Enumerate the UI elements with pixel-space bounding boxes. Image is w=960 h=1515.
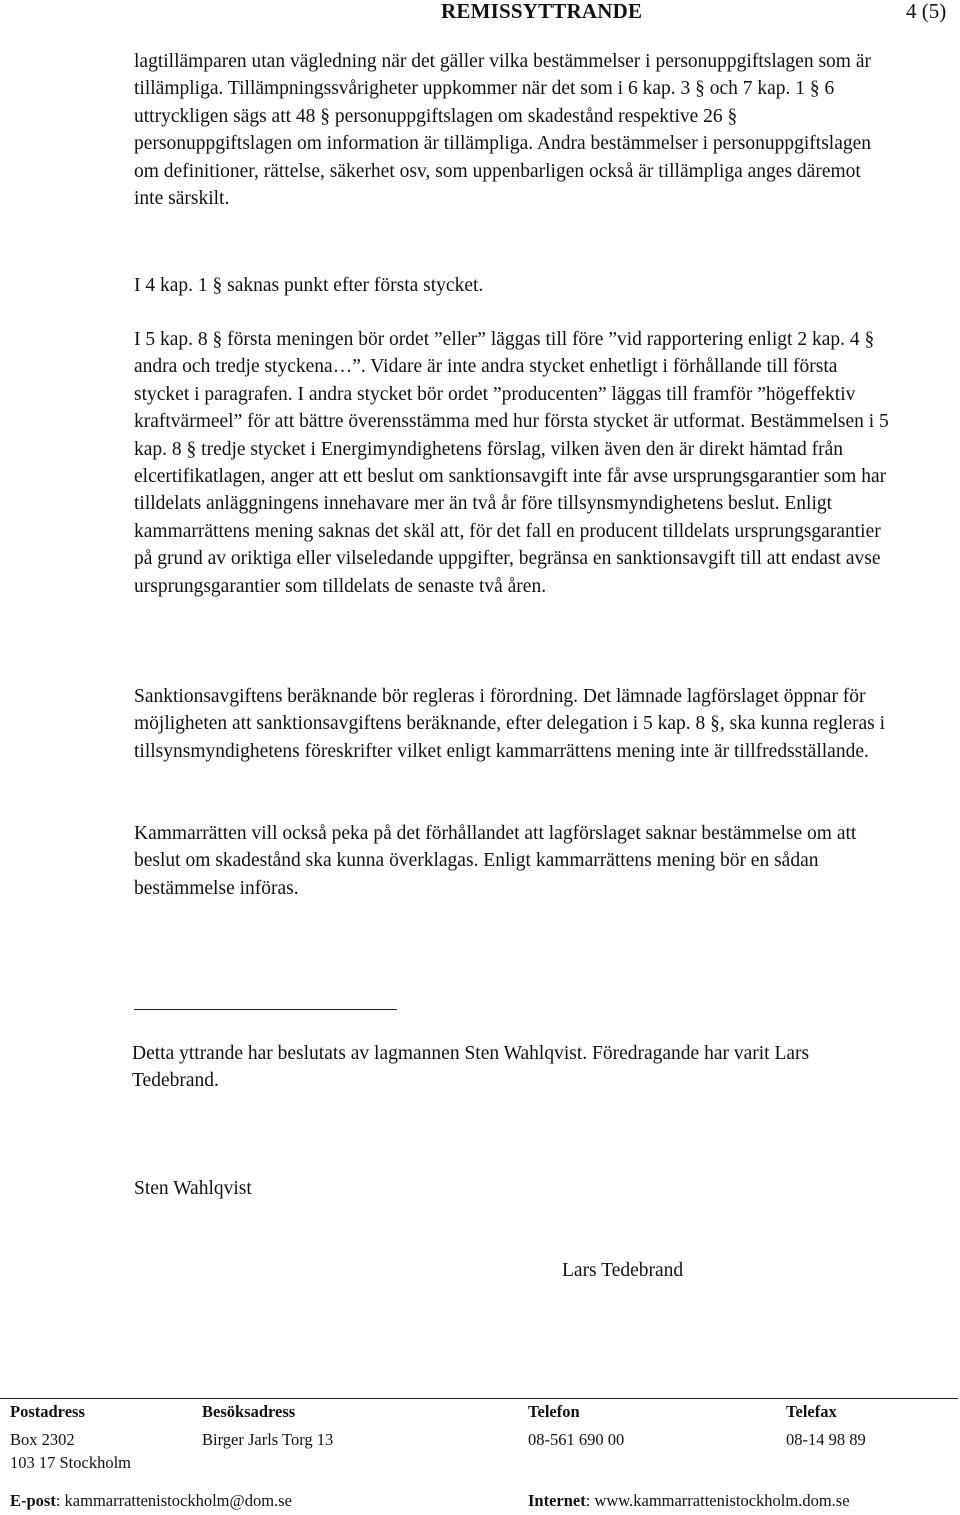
body-text-block [134, 272, 894, 299]
footer-epost-address[interactable]: : kammarrattenistockholm@dom.se [55, 1491, 292, 1510]
footer-telefax-label: Telefax [786, 1402, 837, 1421]
paragraph-sanction-fee: Sanktionsavgiftens beräknande bör regleras i förordning. Det lämnade lagförslaget öppnar för möjligheten att sanktionsavgiftens beräknande, efter delegation i 5 kap. 8 §, ska kunna regleras i tillsynsmyndighetens föreskrifter vilket enligt kammarrättens mening inte är tillfredsställande. [134, 686, 886, 762]
signature-name-lars-tedebrand: Lars Tedebrand [562, 1260, 684, 1281]
body-text-block [134, 48, 894, 212]
footer-internet [528, 1491, 850, 1511]
footer-internet-address[interactable]: : www.kammarrattenistockholm.dom.se [585, 1491, 850, 1510]
separator-line [134, 1009, 397, 1010]
footer-besoksadress: Birger Jarls Torg 13 [202, 1430, 334, 1449]
document-type-title: REMISSYTTRANDE [441, 0, 643, 23]
signature-name-sten-wahlqvist: Sten Wahlqvist [134, 1178, 252, 1199]
footer-divider [0, 1398, 958, 1399]
paragraph-5-kap: I 5 kap. 8 § första meningen bör ordet ”eller” läggas till före ”vid rapportering enligt 2 kap. 4 § andra och tredje styckena…”. Vidare är inte andra stycket enhetligt i förhållande till första stycket i paragrafen. I andra stycket bör ordet ”producenten” läggas till framför ”högeffektiv kraftvärmeel” för att bättre överensstämma med hur första stycket är utformat. Bestämmelsen i 5 kap. 8 § tredje stycket i Energimyndighetens förslag, vilken även den är direkt hämtad från elcertifikatlagen, anger att ett beslut om sanktionsavgift inte får avse ursprungsgarantier som har tilldelats anläggningens innehavare mer än två år före tillsynsmyndighetens beslut. Enligt kammarrättens mening saknas det skäl att, för det fall en producent tilldelats ursprungsgarantier på grund av oriktiga eller vilseledande uppgifter, begränsa en sanktionsavgift till att endast avse ursprungsgarantier som tilldelats de senaste två åren. [134, 329, 889, 597]
footer-postadress-line1: Box 2302 [10, 1430, 75, 1449]
footer-epost-label: E-post [10, 1491, 56, 1510]
footer-telefon: 08-561 690 00 [528, 1430, 625, 1449]
footer-epost [10, 1491, 292, 1511]
footer-postadress-line2: 103 17 Stockholm [10, 1453, 132, 1472]
page-number: 4 (5) [906, 0, 947, 23]
footer-besoksadress-label: Besöksadress [202, 1402, 296, 1421]
decision-block [132, 1040, 892, 1095]
footer-telefon-label: Telefon [528, 1402, 580, 1421]
body-text-block [134, 683, 894, 765]
body-text-block [134, 326, 894, 600]
decision-statement: Detta yttrande har beslutats av lagmannen Sten Wahlqvist. Föredragande har varit Lars Tedebrand. [132, 1043, 810, 1092]
paragraph-damages-appeal: Kammarrätten vill också peka på det förhållandet att lagförslaget saknar bestämmelse om att beslut om skadestånd ska kunna överklagas. Enligt kammarrättens mening bör en sådan bestämmelse införas. [134, 823, 857, 899]
paragraph-applicability: lagtillämparen utan vägledning när det gäller vilka bestämmelser i personuppgiftslagen som är tillämpliga. Tillämpningssvårigheter uppkommer när det som i 6 kap. 3 § och 7 kap. 1 § 6 uttryckligen sägs att 48 § personuppgiftslagen om skadestånd respektive 26 § personuppgiftslagen om information är tillämpliga. Andra bestämmelser i personuppgiftslagen om definitioner, rättelse, säkerhet osv, som uppenbarligen också är tillämpliga anges däremot inte särskilt. [134, 51, 872, 210]
footer-postadress-label: Postadress [10, 1402, 85, 1421]
paragraph-4-kap: I 4 kap. 1 § saknas punkt efter första stycket. [134, 275, 484, 296]
footer-internet-label: Internet [528, 1491, 586, 1510]
footer-telefax: 08-14 98 89 [786, 1430, 866, 1449]
body-text-block [134, 820, 894, 902]
